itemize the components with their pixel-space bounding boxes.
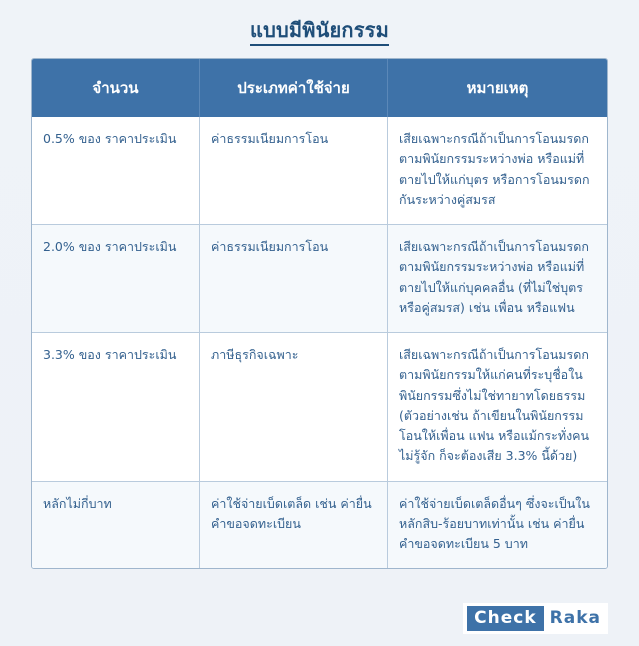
cell-amount: 0.5% ของ ราคาประเมิน [32,117,200,225]
cell-note: เสียเฉพาะกรณีถ้าเป็นการโอนมรดกตามพินัยกรรมระหว่างพ่อ หรือแม่ที่ตายไปให้แก่บุคคลอื่น (ที่ไม่ใช่บุตร หรือคู่สมรส) เช่น เพื่อน หรือแฟน [388,225,608,333]
cell-expense-type: ค่าธรรมเนียมการโอน [200,117,388,225]
cell-note: เสียเฉพาะกรณีถ้าเป็นการโอนมรดกตามพินัยกรรมระหว่างพ่อ หรือแม่ที่ตายไปให้แก่บุตร หรือการโอนมรดกกันระหว่างคู่สมรส [388,117,608,225]
page-title-text: แบบมีพินัยกรรม [250,18,389,46]
table-head [32,59,607,117]
page-title [0,0,639,58]
cell-expense-type: ค่าใช้จ่ายเบ็ดเตล็ด เช่น ค่ายื่นคำขอจดทะเบียน [200,481,388,568]
table-header-row [32,59,607,117]
cell-amount: หลักไม่กี่บาท [32,481,200,568]
logo-raka-text: Raka [549,608,601,628]
column-header-note: หมายเหตุ [388,59,608,117]
fees-table-container [31,58,608,569]
checkraka-logo [463,603,608,634]
cell-amount: 3.3% ของ ราคาประเมิน [32,333,200,482]
logo-check-text: Check [467,606,544,631]
column-header-expense-type: ประเภทค่าใช้จ่าย [200,59,388,117]
table-body [32,117,607,568]
cell-note: เสียเฉพาะกรณีถ้าเป็นการโอนมรดกตามพินัยกรรมให้แก่คนที่ระบุชื่อในพินัยกรรมซึ่งไม่ใช่ทายาทโดยธรรม (ตัวอย่างเช่น ถ้าเขียนในพินัยกรรมโอนให้เพื่อน แฟน หรือแม้กระทั่งคนไม่รู้จัก ก็จะต้องเสีย 3.3% นี้ด้วย) [388,333,608,482]
cell-expense-type: ภาษีธุรกิจเฉพาะ [200,333,388,482]
table-row [32,333,607,482]
table-row [32,225,607,333]
column-header-amount: จำนวน [32,59,200,117]
table-row [32,117,607,225]
cell-note: ค่าใช้จ่ายเบ็ดเตล็ดอื่นๆ ซึ่งจะเป็นในหลักสิบ-ร้อยบาทเท่านั้น เช่น ค่ายื่นคำขอจดทะเบียน 5 บาท [388,481,608,568]
cell-amount: 2.0% ของ ราคาประเมิน [32,225,200,333]
fees-table [32,59,607,568]
cell-expense-type: ค่าธรรมเนียมการโอน [200,225,388,333]
table-row [32,481,607,568]
